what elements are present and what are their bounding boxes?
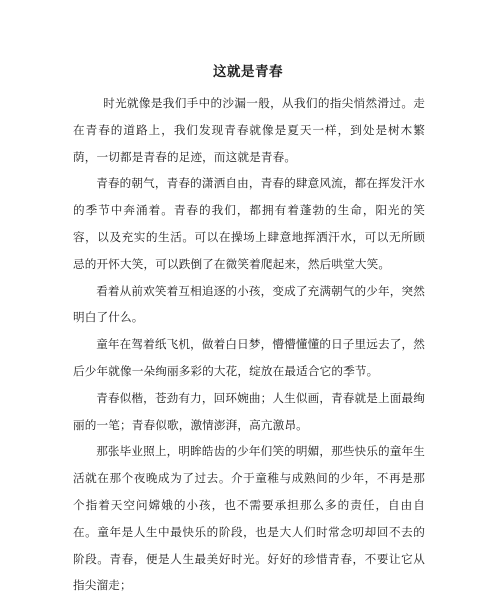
article-title: 这就是青春 bbox=[213, 64, 283, 80]
paragraph-5: 青春似楷，苍劲有力，回环婉曲；人生似画，青春就是上面最绚丽的一笔；青春似歌，激情澎湃，高亢激昂。 bbox=[73, 390, 426, 432]
paragraph-4: 童年在驾着纸飞机，做着白日梦，懵懵懂懂的日子里远去了，然后少年就像一朵绚丽多彩的大花，绽放在最适合它的季节。 bbox=[73, 337, 426, 378]
paragraph-3: 看着从前欢笑着互相追逐的小孩，变成了充满朝气的少年，突然明白了什么。 bbox=[73, 283, 426, 325]
paragraph-1: 时光就像是我们手中的沙漏一般，从我们的指尖悄然滑过。走在青春的道路上，我们发现青春就像是夏天一样，到处是树木繁荫，一切都是青春的足迹，而这就是青春。 bbox=[73, 96, 425, 164]
article-body bbox=[73, 90, 425, 599]
paragraph-6: 那张毕业照上，明眸皓齿的少年们笑的明媚，那些快乐的童年生活就在那个夜晚成为了过去。介于童稚与成熟间的少年，不再是那个指着天空问嫦娥的小孩，也不需要承担那么多的责任，自由自在。童年是人生中最快乐的阶段，也是大人们时常念叨却回不去的阶段。青春，便是人生最美好时光。好好的珍惜青春，不要让它从指尖溜走； bbox=[73, 444, 426, 593]
paragraph-2: 青春的朝气，青春的潇洒自由，青春的肆意风流，都在挥发汗水的季节中奔涌着。青春的我们，都拥有着蓬勃的生命，阳光的笑容，以及充实的生活。可以在操场上肆意地挥洒汗水，可以无所顾忌的开怀大笑，可以跌倒了在微笑着爬起来，然后哄堂大笑。 bbox=[73, 176, 426, 271]
